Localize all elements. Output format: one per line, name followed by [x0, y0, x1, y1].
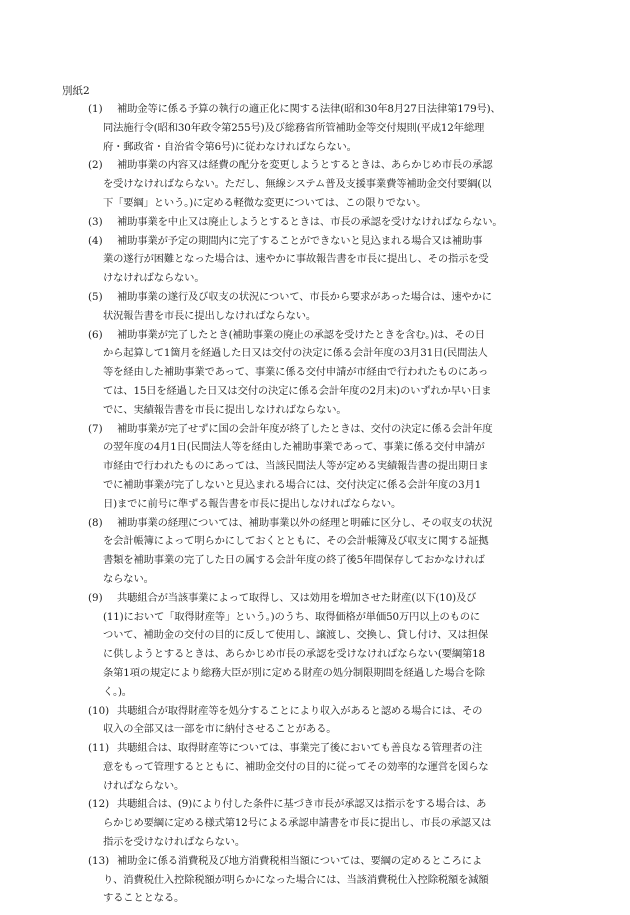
- clause-text-line: 日)までに前号に準ずる報告書を市長に提出しなければならない。: [103, 497, 402, 510]
- clause-number: (13): [88, 854, 110, 867]
- clause-text-line: ければならない。: [103, 779, 185, 792]
- clause-item: [0, 739, 630, 795]
- clause-list: [0, 100, 630, 908]
- clause-text-line: 補助事業を中止又は廃止しようとするときは、市長の承認を受けなければならない。: [117, 215, 503, 228]
- clause-text-line: り、消費税仕入控除税額が明らかになった場合には、当該消費税仕入控除税額を減額: [103, 873, 489, 886]
- clause-item: [0, 852, 630, 908]
- clause-item: [0, 232, 630, 288]
- clause-text-line: を会計帳簿によって明らかにしておくとともに、その会計帳簿及び収支に関する証拠: [103, 535, 489, 548]
- clause-text-line: 同法施行令(昭和30年政令第255号)及び総務省所管補助金等交付規則(平成12年総理: [103, 121, 485, 134]
- clause-text-line: 補助事業が予定の期間内に完了することができないと見込まれる場合又は補助事: [117, 234, 483, 247]
- clause-text-line: 補助金等に係る予算の執行の適正化に関する法律(昭和30年8月27日法律第179号)、: [117, 103, 501, 115]
- clause-text-line: けなければならない。: [103, 272, 205, 285]
- clause-number: (2): [88, 159, 103, 172]
- clause-number: (1): [88, 103, 103, 115]
- clause-item: [0, 156, 630, 212]
- clause-text-line: 書類を補助事業の完了した日の属する会計年度の終了後5年間保存しておかなければ: [103, 554, 485, 567]
- clause-number: (12): [88, 798, 110, 811]
- clause-text-line: 補助事業の内容又は経費の配分を変更しようとするときは、あらかじめ市長の承認: [117, 159, 493, 172]
- clause-text-line: 共聴組合は、(9)により付した条件に基づき市長が承認又は指示をする場合は、あ: [117, 798, 487, 811]
- clause-item: [0, 213, 630, 232]
- clause-item: [0, 514, 630, 589]
- clause-text-line: 補助事業が完了せずに国の会計年度が終了したときは、交付の決定に係る会計年度: [117, 422, 493, 435]
- clause-text-line: 共聴組合が当該事業によって取得し、又は効用を増加させた財産(以下(10)及び: [117, 591, 477, 604]
- clause-number: (6): [88, 328, 103, 341]
- clause-text-line: く。)。: [103, 685, 132, 698]
- clause-text-line: 下「要綱」という。)に定める軽微な変更については、この限りでない。: [103, 196, 427, 209]
- clause-text-line: 業の遂行が困難となった場合は、速やかに事故報告書を市長に提出し、その指示を受: [103, 253, 489, 266]
- clause-text-line: 意をもって管理するとともに、補助金交付の目的に従ってその効率的な運営を図らな: [103, 760, 489, 773]
- clause-text-line: でに、実績報告書を市長に提出しなければならない。: [103, 403, 347, 416]
- clause-item: [0, 100, 630, 156]
- clause-text-line: 補助事業の遂行及び収支の状況について、市長から要求があった場合は、速やかに: [117, 290, 492, 303]
- clause-text-line: ならない。: [103, 572, 154, 585]
- clause-text-line: ては、15日を経過した日又は交付の決定に係る会計年度の2月末)のいずれか早い日ま: [103, 384, 492, 397]
- clause-text-line: でに補助事業が完了しないと見込まれる場合には、交付決定に係る会計年度の3月1: [103, 478, 482, 491]
- clause-number: (8): [88, 516, 103, 529]
- clause-text-line: の翌年度の4月1日(民間法人等を経由した補助事業であって、事業に係る交付申請が: [103, 441, 485, 454]
- clause-text-line: を受けなければならない。ただし、無線システム普及支援事業費等補助金交付要綱(以: [103, 178, 492, 191]
- clause-text-line: 補助金に係る消費税及び地方消費税相当額については、要綱の定めるところによ: [117, 854, 483, 867]
- clause-text-line: 府・郵政省・自治省令第6号)に従わなければならない。: [103, 140, 357, 153]
- clause-text-line: に供しようとするときは、あらかじめ市長の承認を受けなければならない(要綱第18: [103, 648, 485, 661]
- clause-item: [0, 589, 630, 702]
- clause-text-line: 共聴組合が取得財産等を処分することにより収入があると認める場合には、その: [117, 704, 483, 717]
- clause-number: (7): [88, 422, 103, 435]
- clause-item: [0, 420, 630, 514]
- clause-text-line: 収入の全部又は一部を市に納付させることがある。: [103, 723, 337, 736]
- clause-item: [0, 326, 630, 420]
- clause-number: (10): [88, 704, 110, 717]
- clause-text-line: することとなる。: [103, 892, 185, 905]
- clause-text-line: ついて、補助金の交付の目的に反して使用し、譲渡し、交換し、貸し付け、又は担保: [103, 629, 488, 642]
- clause-item: [0, 795, 630, 851]
- clause-text-line: 補助事業が完了したとき(補助事業の廃止の承認を受けたときを含む。)は、その日: [117, 328, 485, 341]
- clause-number: (4): [88, 234, 103, 247]
- clause-text-line: 条第1項の規定により総務大臣が別に定める財産の処分制限期間を経過した場合を除: [103, 666, 485, 679]
- clause-text-line: 市経由で行われたものにあっては、当該民間法人等が定める実績報告書の提出期日ま: [103, 460, 489, 473]
- clause-number: (11): [88, 742, 110, 755]
- clause-item: [0, 288, 630, 326]
- clause-text-line: (11)において「取得財産等」という。)のうち、取得価格が単価50万円以上のものに: [103, 610, 481, 623]
- clause-text-line: 共聴組合は、取得財産等については、事業完了後においても善良なる管理者の注: [117, 742, 483, 755]
- clause-number: (5): [88, 290, 103, 303]
- clause-item: [0, 702, 630, 740]
- clause-text-line: から起算して1箇月を経過した日又は交付の決定に係る会計年度の3月31日(民間法人: [103, 347, 488, 360]
- clause-text-line: 等を経由した補助事業であって、事業に係る交付申請が市経由で行われたものにあっ: [103, 366, 489, 379]
- clause-text-line: 補助事業の経理については、補助事業以外の経理と明確に区分し、その収支の状況: [117, 516, 493, 529]
- attachment-label: 別紙2: [62, 85, 90, 97]
- clause-text-line: らかじめ要綱に定める様式第12号による承認申請書を市長に提出し、市長の承認又は: [103, 817, 492, 830]
- clause-text-line: 状況報告書を市長に提出しなければならない。: [103, 309, 317, 322]
- clause-text-line: 指示を受けなければならない。: [103, 836, 246, 849]
- clause-number: (9): [88, 591, 103, 604]
- clause-number: (3): [88, 215, 103, 228]
